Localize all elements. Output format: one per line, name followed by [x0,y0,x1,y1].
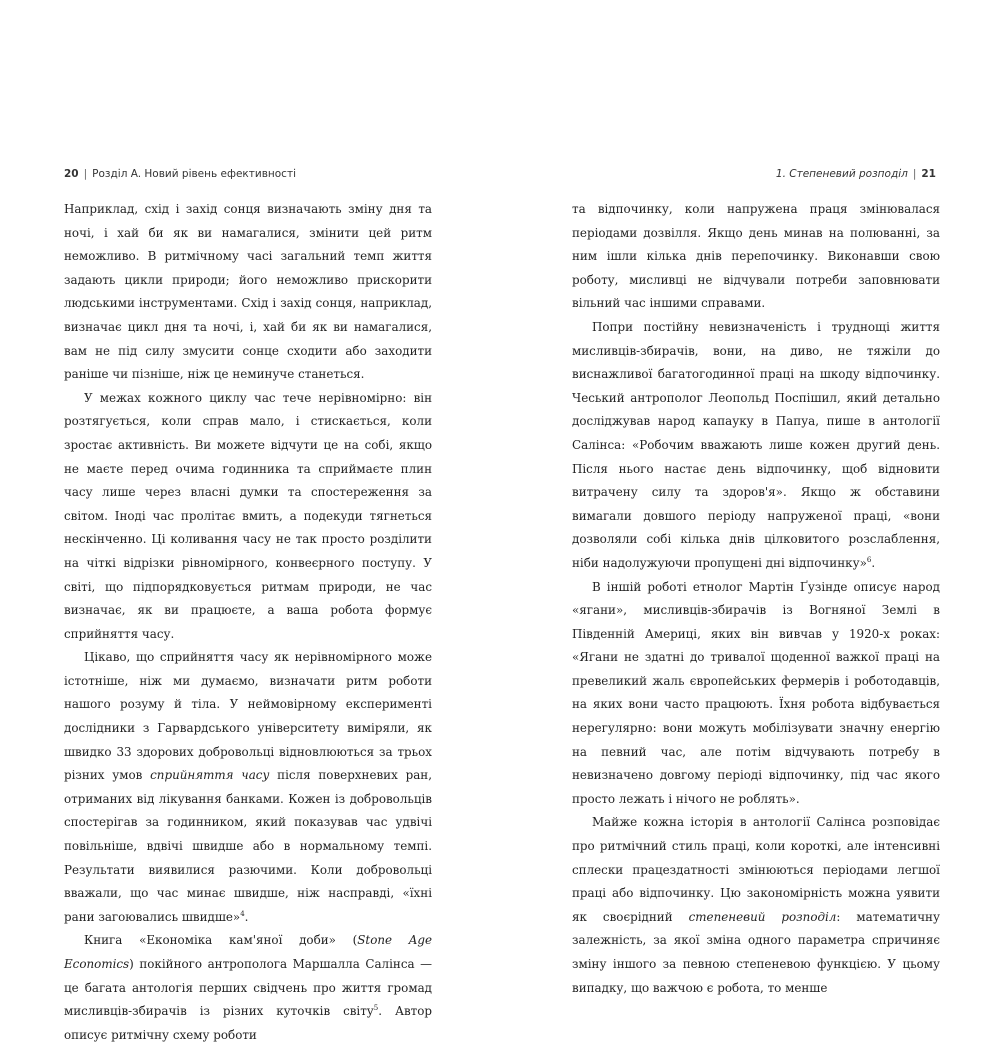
header-separator: | [912,168,917,180]
header-separator: | [83,168,88,180]
right-page-number: 21 [921,168,936,180]
paragraph: Майже кожна історія в антології Салінса розповідає про ритмічний стиль праці, коли короткі, але інтенсивні сплески працездатності змінюються періодами легшої праці або відпочинку. Цю закономірність можна уявити як своєрідний степеневий розподіл: математичну залежність, за якої зміна одного параметра спричиняє зміну іншого за певною степеневою функцією. У цьому випадку, що важчою є робота, то менше [572,815,940,995]
emphasis: степеневий розподіл [688,909,837,924]
paragraph: В іншій роботі етнолог Мартін Ґузінде описує народ «ягани», мисливців-збирачів із Вогняної Землі в Південній Америці, яких він вивчав у 1920-х роках: «Ягани не здатні до тривалої щоденної важкої праці на превеликий жаль європейських фермерів і роботодавців, на яких вони часто працюють. Їхня робота відбувається нерегулярно: вони можуть мобілізувати значну енергію на певний час, але потім відчувають потребу в невизначено довгому періоді відпочинку, під час якого просто лежать і нічого не роблять». [572,579,940,806]
paragraph: У межах кожного циклу час тече нерівномірно: він розтягується, коли справ мало, і стискається, коли зростає активність. Ви можете відчути це на собі, якщо не маєте перед очима годинника та сприймаєте плин часу лише через власні думки та спостереження за світом. Іноді час пролітає вмить, а подекуди тягнеться нескінченно. Ці коливання часу не так просто розділити на чіткі відрізки рівномірного, конвеєрного поступу. У світі, що підпорядковується ритмам природи, не час визначає, як ви працюєте, а ваша робота формує сприйняття часу. [64,390,432,641]
left-running-header [64,168,296,180]
emphasis: сприйняття часу [150,768,270,783]
left-page-number: 20 [64,168,79,180]
emphasis: Stone Age Economics [64,933,432,971]
left-page [0,0,500,1042]
paragraph: Цікаво, що сприйняття часу як нерівномірного може істотніше, ніж ми думаємо, визначати ритм роботи нашого розуму й тіла. У неймовірному експерименті дослідники з Гарвардського університету виміряли, як швидко 33 здорових добровольці відновлюються за трьох різних умов сприйняття часу після поверхневих ран, отриманих від лікування банками. Кожен із добровольців спостерігав за годинником, який показував час удвічі повільніше, вдвічі швидше або в нормальному темпі. Результати виявилися разючими. Коли добровольці вважали, що час минає швидше, ніж насправді, «їхні рани загоювались швидше»$^4$. [64,650,432,924]
paragraph: Книга «Економіка кам'яної доби» (Stone Age Economics) покійного антрополога Маршалла Салінса — це багата антологія перших свідчень про життя громад мисливців-збирачів із різних куточків світу$^5$. Автор описує ритмічну схему роботи [64,933,432,1042]
right-page [500,0,1000,1000]
left-page-body [64,198,432,1047]
right-running-title: 1. Степеневий розподіл [775,168,908,180]
footnote-ref: 5 [373,1004,379,1013]
footnote-ref: 6 [866,555,872,564]
left-running-title: Розділ A. Новий рівень ефективності [92,168,296,180]
right-running-header [776,168,936,180]
paragraph: Наприклад, схід і захід сонця визначають зміну дня та ночі, і хай би як ви намагалися, змінити цей ритм неможливо. В ритмічному часі загальний темп життя задають цикли природи; його неможливо прискорити людськими інструментами. Схід і захід сонця, наприклад, визначає цикл дня та ночі, і, хай би як ви намагалися, вам не під силу змусити сонце сходити або заходити раніше чи пізніше, ніж це неминуче станеться. [64,202,432,382]
paragraph: та відпочинку, коли напружена праця змінювалася періодами дозвілля. Якщо день минав на полюванні, за ним ішли кілька днів перепочинку. Виконавши свою роботу, мисливці не відчували потреби заповнювати вільний час іншими справами. [572,202,940,311]
footnote-ref: 4 [240,909,245,918]
paragraph: Попри постійну невизначеність і труднощі життя мисливців-збирачів, вони, на диво, не тяжіли до виснажливої багатогодинної праці на шкоду відпочинку. Чеський антрополог Леопольд Поспішил, який детально досліджував народ капауку в Папуа, пише в антології Салінса: «Робочим вважають лише кожен другий день. Після нього настає день відпочинку, щоб відновити витрачену силу та здоров'я». Якщо ж обставини вимагали довшого періоду напруженої праці, «вони дозволяли собі кілька днів цілковитого розслаблення, ніби надолужуючи пропущені дні відпочинку»$^6$. [572,319,940,570]
right-page-body [572,198,940,1000]
